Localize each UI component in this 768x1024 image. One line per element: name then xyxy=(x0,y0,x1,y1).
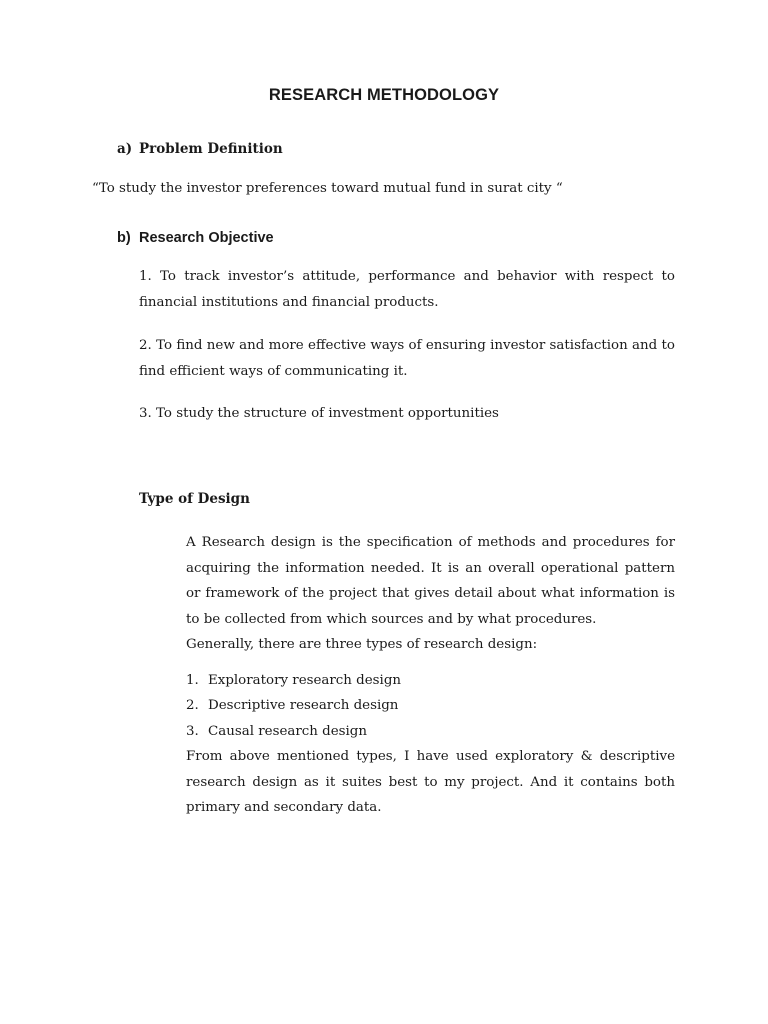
section-marker: b) xyxy=(117,230,131,246)
section-marker: a) xyxy=(117,141,133,157)
list-marker: 2. xyxy=(186,698,199,713)
objective-item: 3. To study the structure of investment opportunities xyxy=(139,406,499,421)
type-of-design-body xyxy=(186,530,675,821)
objective-item: 1. To track investor’s attitude, performance and behavior with respect to financial institutions and financial products. xyxy=(139,269,675,310)
list-item-label: Exploratory research design xyxy=(208,672,402,688)
section-heading-research-objective xyxy=(117,230,274,246)
design-conclusion-paragraph: From above mentioned types, I have used exploratory & descriptive research design as it suites best to my project. And it contains both primary and secondary data. xyxy=(186,749,675,815)
problem-statement: “To study the investor preferences toward mutual fund in surat city “ xyxy=(92,181,563,196)
objective-item: 2. To find new and more effective ways of ensuring investor satisfaction and to find efficient ways of communicating it. xyxy=(139,338,675,379)
list-marker: 1. xyxy=(186,672,199,688)
section-heading-text: Research Objective xyxy=(139,230,274,246)
section-heading-problem-definition xyxy=(117,141,283,157)
list-item-label: Descriptive research design xyxy=(208,698,399,713)
page-title: RESEARCH METHODOLOGY xyxy=(268,86,500,104)
design-definition-paragraph: A Research design is the specification of methods and procedures for acquiring the information needed. It is an overall operational pattern or framework of the project that gives detail about what information is to be collected from which sources and by what procedures. xyxy=(186,535,675,627)
design-types-list xyxy=(186,668,675,745)
list-marker: 3. xyxy=(186,723,199,739)
section-heading-type-of-design: Type of Design xyxy=(139,491,250,507)
design-types-intro: Generally, there are three types of research design: xyxy=(186,637,538,652)
design-type-item xyxy=(186,693,675,719)
list-item-label: Causal research design xyxy=(208,723,367,739)
design-type-item xyxy=(186,719,675,745)
design-type-item xyxy=(186,668,675,694)
section-heading-text: Problem Definition xyxy=(139,141,283,157)
